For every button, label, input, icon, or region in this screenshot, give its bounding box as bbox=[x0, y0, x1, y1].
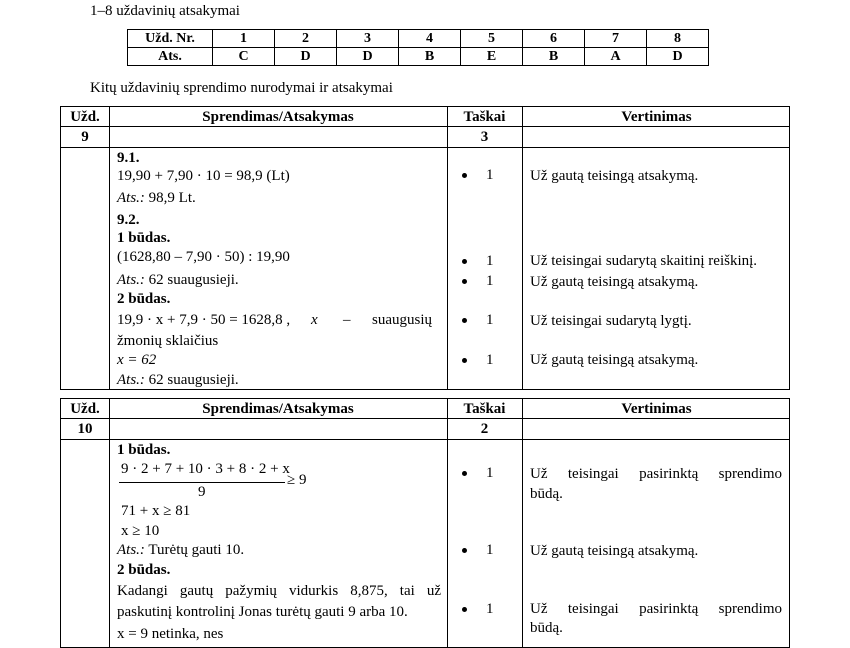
header-vertinimas: Vertinimas bbox=[621, 401, 692, 417]
task-total-points: 3 bbox=[480, 129, 489, 145]
answer-line: Ats.: Turėtų gauti 10. bbox=[117, 542, 245, 558]
description-text: paskutinį kontrolinį Jonas turėtų gauti 9 arba 10. bbox=[117, 604, 408, 620]
score-point: 1 bbox=[486, 542, 494, 558]
subtask-9-2: 9.2. bbox=[117, 212, 140, 228]
task-number-cell: 1 bbox=[213, 30, 275, 48]
inequality-rhs: ≥ 9 bbox=[287, 472, 307, 488]
variable-x: x bbox=[311, 312, 318, 328]
bullet-icon bbox=[462, 471, 467, 476]
fraction-denominator: 9 bbox=[198, 484, 206, 500]
task-number-cell: 3 bbox=[337, 30, 399, 48]
section-title-1-8: 1–8 uždavinių atsakymai bbox=[90, 3, 240, 19]
criterion-text: Už teisingai pasirinktą sprendimo bbox=[530, 466, 782, 482]
criterion-text: Už gautą teisingą atsakymą. bbox=[530, 274, 699, 290]
description-text: x = 9 netinka, nes bbox=[117, 626, 224, 642]
method-1-label: 1 būdas. bbox=[117, 230, 171, 246]
header-uzd: Užd. bbox=[70, 401, 100, 417]
task-number-cell: 2 bbox=[275, 30, 337, 48]
answer-cell: C bbox=[213, 48, 275, 66]
score-point: 1 bbox=[486, 601, 494, 617]
fraction-numerator: 9 · 2 + 7 + 10 · 3 + 8 · 2 + x bbox=[121, 461, 290, 477]
header-taskai: Taškai bbox=[463, 109, 506, 125]
answer-cell: B bbox=[523, 48, 585, 66]
subtask-9-1: 9.1. bbox=[117, 150, 140, 166]
formula: 19,9 · x + 7,9 · 50 = 1628,8 , bbox=[117, 312, 291, 328]
criterion-text: Už teisingai sudarytą lygtį. bbox=[530, 313, 692, 329]
task-number-cell: 7 bbox=[585, 30, 647, 48]
bullet-icon bbox=[462, 358, 467, 363]
bullet-icon bbox=[462, 279, 467, 284]
score-point: 1 bbox=[486, 352, 494, 368]
header-taskai: Taškai bbox=[463, 401, 506, 417]
label-uzd-nr: Užd. Nr. bbox=[128, 30, 213, 48]
answer-cell: A bbox=[585, 48, 647, 66]
answer-cell: B bbox=[399, 48, 461, 66]
label-ats: Ats. bbox=[128, 48, 213, 66]
header-uzd: Užd. bbox=[70, 109, 100, 125]
criterion-text: Už teisingai sudarytą skaitinį reiškinį. bbox=[530, 253, 758, 269]
task-number-cell: 4 bbox=[399, 30, 461, 48]
score-point: 1 bbox=[486, 167, 494, 183]
task-number: 10 bbox=[77, 421, 93, 437]
answer-cell: D bbox=[337, 48, 399, 66]
answer-cell: D bbox=[275, 48, 337, 66]
task-number: 9 bbox=[81, 129, 89, 145]
answer-line: Ats.: 98,9 Lt. bbox=[117, 190, 196, 206]
formula: (1628,80 – 7,90 · 50) : 19,90 bbox=[117, 249, 290, 265]
task-number-cell: 8 bbox=[647, 30, 709, 48]
criterion-text: Už gautą teisingą atsakymą. bbox=[530, 168, 699, 184]
answers-table-row-answers bbox=[128, 48, 709, 66]
criterion-text: Už gautą teisingą atsakymą. bbox=[530, 543, 699, 559]
answer-cell: D bbox=[647, 48, 709, 66]
score-point: 1 bbox=[486, 253, 494, 269]
inequality-line: 71 + x ≥ 81 bbox=[121, 503, 191, 519]
dash: – bbox=[343, 312, 351, 328]
header-vertinimas: Vertinimas bbox=[621, 109, 692, 125]
criterion-text: Už teisingai pasirinktą sprendimo bbox=[530, 601, 782, 617]
task-9-table bbox=[60, 106, 790, 390]
formula: 19,90 + 7,90 · 10 = 98,9 (Lt) bbox=[117, 168, 290, 184]
method-2-label: 2 būdas. bbox=[117, 562, 171, 578]
task-number-cell: 6 bbox=[523, 30, 585, 48]
task-total-points: 2 bbox=[480, 421, 489, 437]
description-text: Kadangi gautų pažymių vidurkis 8,875, tai už bbox=[117, 583, 441, 599]
bullet-icon bbox=[462, 173, 467, 178]
section-title-other-tasks: Kitų uždavinių sprendimo nurodymai ir atsakymai bbox=[90, 80, 393, 96]
description-text: žmonių sklaičius bbox=[117, 333, 219, 349]
criterion-text: būdą. bbox=[530, 486, 563, 502]
answers-table bbox=[127, 29, 709, 66]
criterion-text: būdą. bbox=[530, 620, 563, 636]
criterion-text: Už gautą teisingą atsakymą. bbox=[530, 352, 699, 368]
answer-line: Ats.: 62 suaugusieji. bbox=[117, 372, 239, 388]
task-number-cell: 5 bbox=[461, 30, 523, 48]
header-sprendimas: Sprendimas/Atsakymas bbox=[202, 109, 354, 125]
bullet-icon bbox=[462, 607, 467, 612]
answer-line: Ats.: 62 suaugusieji. bbox=[117, 272, 239, 288]
solution-line: x = 62 bbox=[117, 352, 157, 368]
score-point: 1 bbox=[486, 312, 494, 328]
header-sprendimas: Sprendimas/Atsakymas bbox=[202, 401, 354, 417]
bullet-icon bbox=[462, 259, 467, 264]
answers-table-row-numbers bbox=[128, 30, 709, 48]
method-2-label: 2 būdas. bbox=[117, 291, 171, 307]
answer-cell: E bbox=[461, 48, 523, 66]
task-10-table bbox=[60, 398, 790, 648]
bullet-icon bbox=[462, 318, 467, 323]
score-point: 1 bbox=[486, 465, 494, 481]
description-text: suaugusių bbox=[372, 312, 432, 328]
method-1-label: 1 būdas. bbox=[117, 442, 171, 458]
score-point: 1 bbox=[486, 273, 494, 289]
inequality-line: x ≥ 10 bbox=[121, 523, 160, 539]
bullet-icon bbox=[462, 548, 467, 553]
